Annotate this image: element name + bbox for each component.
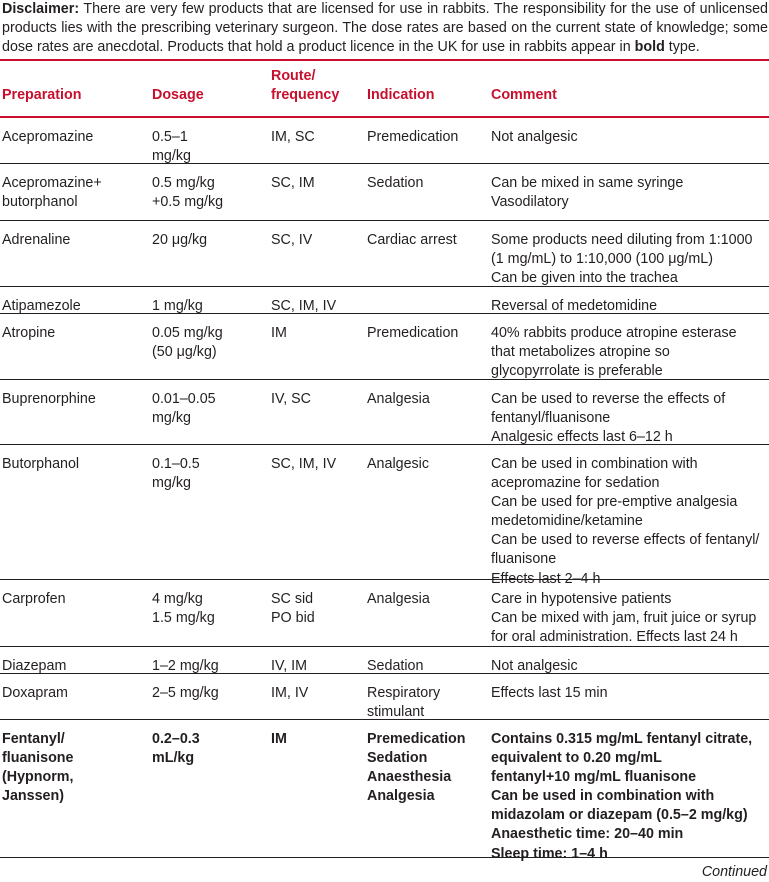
route-line: IM <box>271 325 287 341</box>
disclaimer-bold-word: bold <box>634 39 665 56</box>
preparation-line: (Hypnorm, <box>2 769 74 786</box>
dosage-line: 0.5 mg/kg <box>152 175 215 191</box>
preparation-line: Doxapram <box>2 685 68 701</box>
dosage-line: 0.1–0.5 <box>152 456 200 472</box>
disclaimer-text: There are very few products that are licensed for use in rabbits. The responsibility for the use of unlicensed products lies with the prescribing veterinary surgeon. The dose rates are based on the current state of knowledge; some dose rates are anecdotal. Products that hold a product licence in the UK for use in rabbits appear in <box>2 1 768 56</box>
cell-route <box>271 128 361 147</box>
comment-line: acepromazine for sedation <box>491 475 660 492</box>
comment-line: Not analgesic <box>491 658 578 674</box>
table-top-rule <box>0 59 769 61</box>
comment-line: fluanisone <box>491 551 557 568</box>
cell-indication <box>367 684 487 722</box>
comment-line: Effects last 2–4 h <box>491 570 601 587</box>
cell-route <box>271 174 361 193</box>
dosage-line: mg/kg <box>152 410 191 427</box>
disclaimer-lead: Disclaimer: <box>2 1 80 17</box>
comment-line: Care in hypotensive patients <box>491 591 672 607</box>
preparation-line: Acepromazine+ <box>2 175 102 191</box>
header-route-line2: frequency <box>271 86 340 103</box>
route-line: SC, IM, IV <box>271 298 337 314</box>
indication-line: Sedation <box>367 658 424 674</box>
cell-preparation <box>2 128 142 147</box>
dosage-line: 0.2–0.3 <box>152 731 200 747</box>
comment-line: Effects last 15 min <box>491 685 608 701</box>
comment-line: medetomidine/ketamine <box>491 513 643 530</box>
cell-dosage <box>152 455 264 493</box>
route-line: SC, IV <box>271 232 313 248</box>
comment-line: (1 mg/mL) to 1:10,000 (100 μg/mL) <box>491 251 713 268</box>
disclaimer-tail: type. <box>664 39 700 56</box>
preparation-line: fluanisone <box>2 750 74 767</box>
disclaimer <box>2 0 768 57</box>
cell-comment <box>491 730 769 864</box>
comment-line: Some products need diluting from 1:1000 <box>491 232 753 248</box>
cell-comment <box>491 390 769 447</box>
cell-preparation <box>2 590 142 609</box>
cell-dosage <box>152 324 264 362</box>
cell-route <box>271 390 361 409</box>
comment-line: midazolam or diazepam (0.5–2 mg/kg) <box>491 807 748 824</box>
cell-comment <box>491 231 769 288</box>
cell-indication <box>367 390 487 409</box>
table-header <box>0 66 769 114</box>
header-preparation: Preparation <box>2 86 82 103</box>
comment-line: Analgesic effects last 6–12 h <box>491 429 673 446</box>
dosage-line: +0.5 mg/kg <box>152 194 224 211</box>
table-row <box>0 314 769 380</box>
table-row <box>0 674 769 720</box>
preparation-line: Butorphanol <box>2 456 80 472</box>
cell-comment <box>491 590 769 647</box>
route-line: IM, SC <box>271 129 315 145</box>
indication-line: Analgesic <box>367 456 429 472</box>
comment-line: Can be used in combination with <box>491 456 698 472</box>
cell-dosage <box>152 684 264 703</box>
preparation-line: Adrenaline <box>2 232 71 248</box>
comment-line: Reversal of medetomidine <box>491 298 658 314</box>
header-comment: Comment <box>491 86 557 103</box>
preparation-line: Carprofen <box>2 591 66 607</box>
indication-line: stimulant <box>367 704 425 721</box>
cell-comment <box>491 128 769 147</box>
dosage-line: 1 mg/kg <box>152 298 203 314</box>
comment-line: for oral administration. Effects last 24 h <box>491 629 738 646</box>
indication-line: Anaesthesia <box>367 769 452 786</box>
cell-preparation <box>2 684 142 703</box>
table-row <box>0 580 769 647</box>
table-row <box>0 221 769 287</box>
comment-line: 40% rabbits produce atropine esterase <box>491 325 737 341</box>
comment-line: glycopyrrolate is preferable <box>491 363 663 380</box>
dosage-line: 0.01–0.05 <box>152 391 216 407</box>
preparation-line: Fentanyl/ <box>2 731 65 747</box>
cell-indication <box>367 455 487 474</box>
comment-line: Can be mixed with jam, fruit juice or syrup <box>491 610 757 627</box>
comment-line: Anaesthetic time: 20–40 min <box>491 826 684 843</box>
cell-preparation <box>2 174 142 212</box>
table-row <box>0 720 769 862</box>
preparation-line: Buprenorphine <box>2 391 96 407</box>
cell-route <box>271 684 361 703</box>
comment-line: Can be given into the trachea <box>491 270 678 287</box>
comment-line: fentanyl+10 mg/mL fluanisone <box>491 769 697 786</box>
route-line: IV, IM <box>271 658 308 674</box>
cell-indication <box>367 730 487 806</box>
cell-route <box>271 455 361 474</box>
cell-preparation <box>2 455 142 474</box>
dosage-line: mL/kg <box>152 750 195 767</box>
cell-dosage <box>152 590 264 628</box>
cell-comment <box>491 174 769 212</box>
comment-line: Sleep time: 1–4 h <box>491 845 608 862</box>
header-route-line1: Route/ <box>271 67 316 84</box>
cell-route <box>271 730 361 749</box>
cell-comment <box>491 324 769 381</box>
comment-line: equivalent to 0.20 mg/mL <box>491 750 662 767</box>
dosage-line: 0.5–1 <box>152 129 188 145</box>
cell-dosage <box>152 390 264 428</box>
cell-indication <box>367 231 487 250</box>
cell-comment <box>491 684 769 703</box>
indication-line: Premedication <box>367 731 466 747</box>
table-row <box>0 118 769 164</box>
indication-line: Premedication <box>367 129 459 145</box>
indication-line: Sedation <box>367 175 424 191</box>
indication-line: Analgesia <box>367 391 430 407</box>
preparation-line: Janssen) <box>2 788 64 805</box>
cell-indication <box>367 324 487 343</box>
cell-route <box>271 324 361 343</box>
header-dosage: Dosage <box>152 86 204 103</box>
table-row <box>0 445 769 587</box>
cell-route <box>271 590 361 628</box>
dosage-line: 20 μg/kg <box>152 232 208 248</box>
table-row <box>0 647 769 674</box>
route-line: IM <box>271 731 287 747</box>
indication-line: Sedation <box>367 750 428 767</box>
comment-line: that metabolizes atropine so <box>491 344 670 361</box>
comment-line: Vasodilatory <box>491 194 569 211</box>
cell-dosage <box>152 128 264 166</box>
cell-preparation <box>2 231 142 250</box>
preparation-line: butorphanol <box>2 194 78 211</box>
cell-preparation <box>2 730 142 806</box>
cell-preparation <box>2 324 142 343</box>
dosage-line: 2–5 mg/kg <box>152 685 219 701</box>
header-indication: Indication <box>367 86 435 103</box>
comment-line: Can be used to reverse effects of fentanyl/ <box>491 532 760 549</box>
comment-line: Can be used to reverse the effects of <box>491 391 726 407</box>
route-line: SC, IM <box>271 175 315 191</box>
cell-dosage <box>152 174 264 212</box>
dosage-line: 1–2 mg/kg <box>152 658 219 674</box>
dosage-line: mg/kg <box>152 475 191 492</box>
cell-route <box>271 231 361 250</box>
cell-dosage <box>152 730 264 768</box>
comment-line: fentanyl/fluanisone <box>491 410 611 427</box>
dosage-line: (50 μg/kg) <box>152 344 217 361</box>
preparation-line: Diazepam <box>2 658 67 674</box>
comment-line: Not analgesic <box>491 129 578 145</box>
dosage-line: mg/kg <box>152 148 191 165</box>
indication-line: Analgesia <box>367 591 430 607</box>
cell-indication <box>367 174 487 193</box>
cell-indication <box>367 128 487 147</box>
route-line: PO bid <box>271 610 315 627</box>
dosage-line: 1.5 mg/kg <box>152 610 215 627</box>
indication-line: Analgesia <box>367 788 435 805</box>
comment-line: Contains 0.315 mg/mL fentanyl citrate, <box>491 731 753 747</box>
table-row <box>0 380 769 445</box>
indication-line: Cardiac arrest <box>367 232 457 248</box>
cell-preparation <box>2 390 142 409</box>
table-row <box>0 287 769 314</box>
route-line: SC sid <box>271 591 314 607</box>
preparation-line: Acepromazine <box>2 129 94 145</box>
comment-line: Can be used for pre-emptive analgesia <box>491 494 738 511</box>
header-route <box>271 67 339 105</box>
continued-label: Continued <box>701 864 767 880</box>
route-line: IM, IV <box>271 685 309 701</box>
route-line: SC, IM, IV <box>271 456 337 472</box>
comment-line: Can be mixed in same syringe <box>491 175 684 191</box>
route-line: IV, SC <box>271 391 312 407</box>
preparation-line: Atipamezole <box>2 298 81 314</box>
preparation-line: Atropine <box>2 325 56 341</box>
comment-line: Can be used in combination with <box>491 788 715 805</box>
dosage-line: 0.05 mg/kg <box>152 325 223 341</box>
cell-comment <box>491 455 769 589</box>
cell-dosage <box>152 231 264 250</box>
cell-indication <box>367 590 487 609</box>
table-row <box>0 164 769 221</box>
dosage-line: 4 mg/kg <box>152 591 203 607</box>
indication-line: Respiratory <box>367 685 441 701</box>
indication-line: Premedication <box>367 325 459 341</box>
